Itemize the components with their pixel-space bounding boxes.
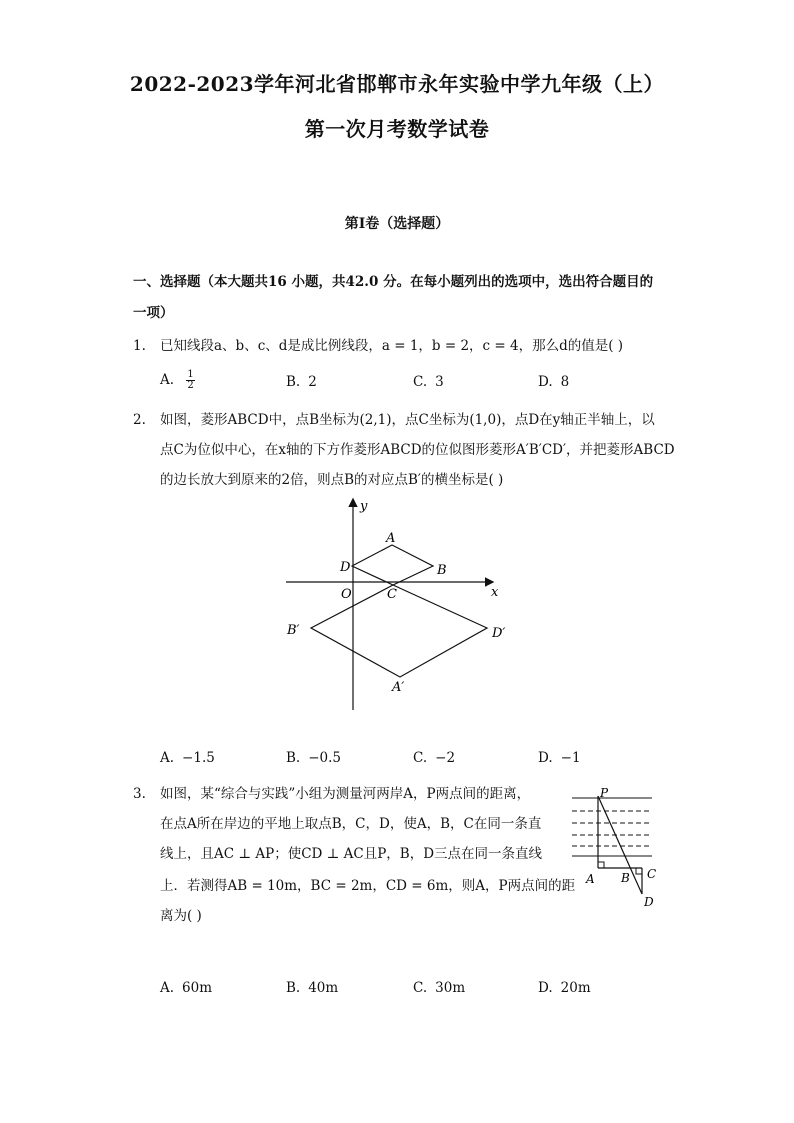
option-value: 60m — [182, 980, 213, 996]
exam-title-line1: 2022-2023学年河北省邯郸市永年实验中学九年级（上） — [129, 72, 665, 96]
option-value: 30m — [435, 980, 466, 996]
question-3-text-line1: 如图，某“综合与实践”小组为测量河两岸A，P两点间的距离， — [160, 786, 531, 802]
label-a: A — [386, 531, 396, 546]
label-d: D — [644, 895, 654, 909]
section-heading-line2: 一项） — [133, 305, 174, 321]
option-value: 2 — [308, 374, 317, 390]
question-3-text-line5: 离为( ) — [160, 908, 202, 924]
option-value: −1.5 — [182, 750, 215, 766]
option-value: 40m — [308, 980, 339, 996]
question-1-option-b[interactable] — [286, 374, 317, 390]
option-label: A. — [160, 980, 175, 996]
question-2-option-d[interactable] — [538, 750, 581, 766]
option-label: D. — [538, 374, 553, 390]
rhombus-abcd — [352, 545, 433, 585]
river-measurement-figure — [566, 784, 660, 912]
right-angle-c — [636, 868, 642, 874]
rhombus-coordinate-figure — [278, 494, 508, 716]
option-value: 8 — [560, 374, 570, 390]
question-3-option-d[interactable] — [538, 980, 591, 996]
part-heading: 第I卷（选择题） — [344, 216, 450, 232]
option-value: −2 — [435, 750, 456, 766]
label-p: P — [600, 786, 609, 800]
option-label: A. — [160, 372, 175, 388]
option-label: C. — [413, 980, 428, 996]
question-1-text: 已知线段a、b、c、d是成比例线段，a = 1，b = 2，c = 4，那么d的值是( ) — [160, 338, 624, 354]
question-2-number: 2. — [133, 412, 146, 428]
label-a: A — [586, 872, 595, 886]
label-b-prime: B′ — [287, 623, 300, 638]
question-2-text-line3: 的边长放大到原来的2倍，则点B的对应点B′的横坐标是( ) — [160, 472, 504, 488]
question-3-option-c[interactable] — [413, 980, 465, 996]
section-heading-line1: 一、选择题（本大题共16 小题，共42.0 分。在每小题列出的选项中，选出符合题目的 — [133, 274, 654, 290]
label-c: C — [387, 587, 397, 602]
option-value: −1 — [560, 750, 581, 766]
question-2-text-line2: 点C为位似中心，在x轴的下方作菱形ABCD的位似图形菱形A′B′CD′，并把菱形ABCD — [160, 442, 675, 458]
label-o: O — [341, 587, 352, 602]
option-value: −0.5 — [308, 750, 341, 766]
question-3-option-b[interactable] — [286, 980, 338, 996]
label-d-prime: D′ — [492, 626, 506, 641]
option-label: C. — [413, 750, 428, 766]
label-b: B — [437, 563, 447, 578]
question-3-number: 3. — [133, 786, 146, 802]
exam-title-line2: 第一次月考数学试卷 — [304, 117, 490, 141]
question-1-option-c[interactable] — [413, 374, 444, 390]
right-angle-a — [598, 862, 604, 868]
label-x: x — [491, 585, 499, 600]
fraction — [186, 370, 194, 391]
option-label: B. — [286, 750, 301, 766]
option-label: B. — [286, 374, 301, 390]
question-2-text-line1: 如图，菱形ABCD中，点B坐标为(2,1)，点C坐标为(1,0)，点D在y轴正半轴上，以 — [160, 412, 655, 428]
question-3-text-line4: 上．若测得AB = 10m，BC = 2m，CD = 6m，则A，P两点间的距 — [160, 878, 576, 894]
label-a-prime: A′ — [392, 680, 405, 695]
question-1-option-d[interactable] — [538, 374, 569, 390]
label-b: B — [621, 871, 630, 885]
option-value: 20m — [560, 980, 591, 996]
option-value: 3 — [435, 374, 444, 390]
label-c: C — [647, 867, 657, 881]
label-y: y — [360, 499, 368, 514]
question-2-option-c[interactable] — [413, 750, 455, 766]
fraction-numerator: 1 — [187, 369, 194, 380]
question-3-text-line3: 线上，且AC ⊥ AP；使CD ⊥ AC且P，B，D三点在同一条直线 — [160, 846, 543, 862]
question-2-option-a[interactable] — [160, 750, 215, 766]
question-2-option-b[interactable] — [286, 750, 341, 766]
rhombus-image — [311, 585, 487, 677]
option-label: A. — [160, 750, 175, 766]
question-1-option-a[interactable] — [160, 370, 195, 391]
option-label: D. — [538, 980, 553, 996]
question-1-number: 1. — [133, 338, 146, 354]
option-label: D. — [538, 750, 553, 766]
question-3-option-a[interactable] — [160, 980, 212, 996]
option-label: B. — [286, 980, 301, 996]
label-d: D — [340, 560, 351, 575]
fraction-denominator: 2 — [187, 380, 194, 391]
option-label: C. — [413, 374, 428, 390]
question-3-text-line2: 在点A所在岸边的平地上取点B，C，D，使A，B，C在同一条直 — [160, 816, 542, 832]
